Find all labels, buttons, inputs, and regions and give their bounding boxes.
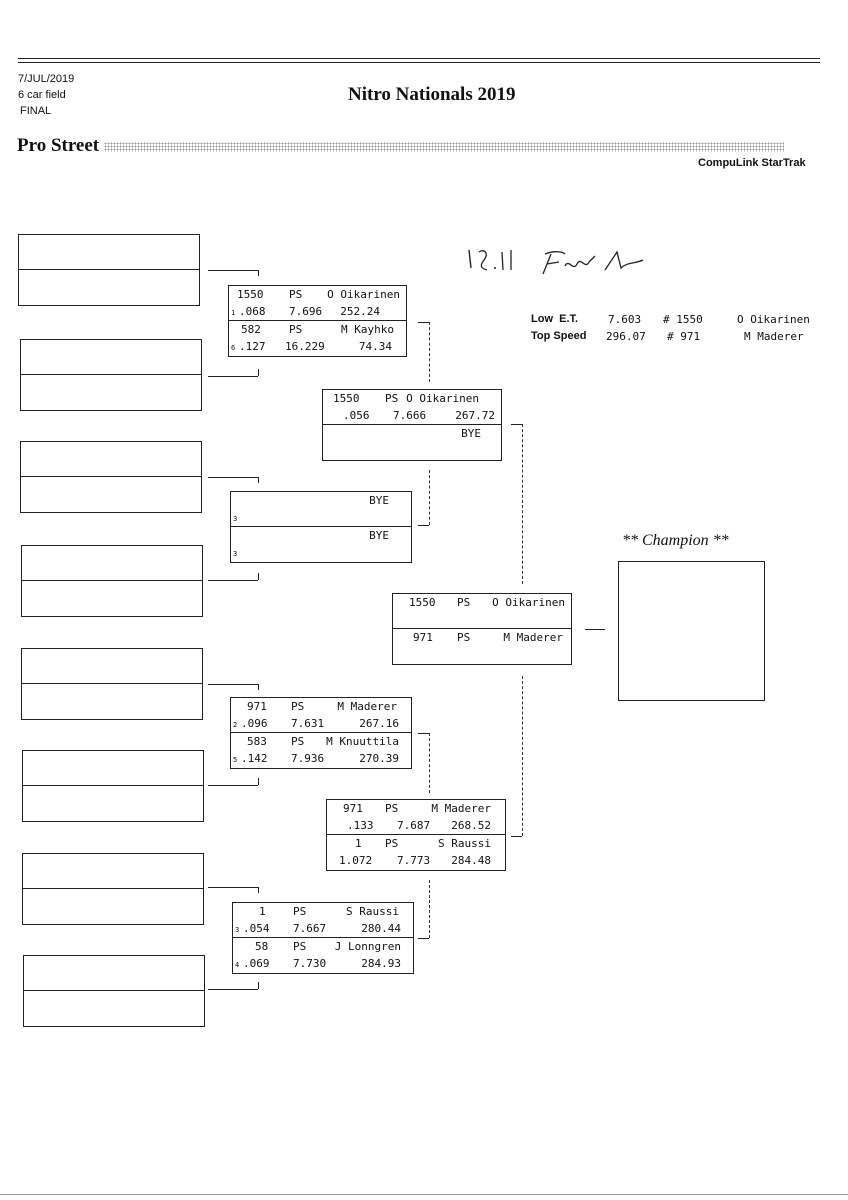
- round2-match-2-top: [327, 800, 505, 835]
- driver-name: BYE: [369, 529, 389, 542]
- system-name: CompuLink StarTrak: [698, 157, 806, 169]
- speed-mph: 284.93: [361, 957, 401, 970]
- field-size: 6 car field: [18, 89, 66, 101]
- event-date: 7/JUL/2019: [18, 73, 75, 85]
- qualifier-box-1: [18, 234, 200, 306]
- speed-mph: 267.16: [359, 717, 399, 730]
- round1-match-4: [232, 902, 414, 974]
- car-number: 1550: [237, 288, 264, 301]
- speed-mph: 270.39: [359, 752, 399, 765]
- elapsed-time: 7.666: [393, 409, 427, 422]
- round1-match-1-bot: [229, 321, 406, 356]
- round1-match-2-top: [231, 492, 411, 527]
- car-number: 1: [259, 905, 266, 918]
- driver-name: O Oikarinen: [406, 392, 479, 405]
- driver-name: M Kayhko: [341, 323, 394, 336]
- champion-box: [618, 561, 765, 701]
- reaction-time: .054: [243, 922, 270, 935]
- car-class: PS: [385, 837, 399, 850]
- speed-mph: 284.48: [451, 854, 491, 867]
- event-title: Nitro Nationals 2019: [348, 84, 516, 105]
- qualifier-box-8: [23, 955, 205, 1027]
- driver-name: O Oikarinen: [492, 596, 565, 609]
- lane-number: 3: [235, 926, 240, 934]
- round2-match-1: [322, 389, 502, 461]
- reaction-time: .142: [241, 752, 268, 765]
- driver-name: BYE: [461, 427, 481, 440]
- final-match-top: [393, 594, 571, 629]
- car-number: 58: [255, 940, 269, 953]
- lane-number: 1: [231, 309, 236, 317]
- elapsed-time: 16.229: [285, 340, 325, 353]
- low-et-driver: O Oikarinen: [737, 313, 810, 326]
- car-class: PS: [291, 735, 305, 748]
- driver-name: BYE: [369, 494, 389, 507]
- driver-name: J Lonngren: [334, 940, 401, 953]
- round1-match-4-bot: [233, 938, 413, 973]
- lane-number: 3: [233, 550, 238, 558]
- car-class: PS: [291, 700, 305, 713]
- elapsed-time: 7.667: [293, 922, 327, 935]
- car-class: PS: [457, 596, 471, 609]
- round1-match-1: [228, 285, 407, 357]
- car-number: 1550: [333, 392, 360, 405]
- car-class: PS: [289, 288, 303, 301]
- low-et-label: Low E.T.: [531, 313, 579, 325]
- reaction-time: 1.072: [339, 854, 373, 867]
- class-name: Pro Street: [17, 135, 100, 156]
- reaction-time: .096: [241, 717, 268, 730]
- final-match-bot: [393, 629, 571, 664]
- final-match: [392, 593, 572, 665]
- car-number: 583: [247, 735, 267, 748]
- qualifier-box-4: [21, 545, 203, 617]
- elapsed-time: 7.687: [397, 819, 431, 832]
- car-number: 1550: [409, 596, 436, 609]
- driver-name: M Maderer: [431, 802, 491, 815]
- round2-match-2-bot: [327, 835, 505, 870]
- elapsed-time: 7.730: [293, 957, 327, 970]
- lane-number: 3: [233, 515, 238, 523]
- low-et-value: 7.603: [608, 313, 642, 326]
- round2-match-1-top: [323, 390, 501, 425]
- lane-number: 2: [233, 721, 238, 729]
- round-name: FINAL: [20, 105, 52, 117]
- driver-name: M Maderer: [503, 631, 563, 644]
- low-et-car: # 1550: [663, 313, 703, 326]
- driver-name: S Raussi: [438, 837, 491, 850]
- reaction-time: .069: [243, 957, 270, 970]
- round1-match-3-bot: [231, 733, 411, 768]
- car-number: 971: [343, 802, 363, 815]
- top-speed-label: Top Speed: [531, 330, 587, 342]
- speed-mph: 74.34: [358, 340, 392, 353]
- qualifier-box-5: [21, 648, 203, 720]
- round1-match-4-top: [233, 903, 413, 938]
- speed-mph: 280.44: [361, 922, 401, 935]
- reaction-time: .133: [347, 819, 374, 832]
- driver-name: S Raussi: [346, 905, 399, 918]
- driver-name: O Oikarinen: [327, 288, 400, 301]
- round2-match-1-bot: [323, 425, 501, 460]
- round1-match-2: [230, 491, 412, 563]
- header-info: [18, 71, 74, 119]
- reaction-time: .068: [239, 305, 266, 318]
- qualifier-box-2: [20, 339, 202, 411]
- driver-name: M Knuuttila: [326, 735, 399, 748]
- elapsed-time: 7.696: [289, 305, 323, 318]
- car-class: PS: [293, 940, 307, 953]
- dotted-rule: [104, 142, 784, 152]
- round1-match-3-top: [231, 698, 411, 733]
- car-number: 1: [355, 837, 362, 850]
- elapsed-time: 7.773: [397, 854, 431, 867]
- round1-match-1-top: [229, 286, 406, 321]
- car-number: 971: [413, 631, 433, 644]
- driver-name: M Maderer: [337, 700, 397, 713]
- lane-number: 5: [233, 756, 238, 764]
- qualifier-box-6: [22, 750, 204, 822]
- reaction-time: .056: [343, 409, 370, 422]
- qualifier-box-3: [20, 441, 202, 513]
- round1-match-3: [230, 697, 412, 769]
- round1-match-2-bot: [231, 527, 411, 562]
- reaction-time: .127: [239, 340, 266, 353]
- lane-number: 6: [231, 344, 236, 352]
- car-class: PS: [457, 631, 471, 644]
- car-class: PS: [289, 323, 303, 336]
- elapsed-time: 7.936: [291, 752, 325, 765]
- speed-mph: 267.72: [455, 409, 495, 422]
- lane-number: 4: [235, 961, 240, 969]
- car-number: 971: [247, 700, 267, 713]
- car-class: PS: [385, 802, 399, 815]
- elapsed-time: 7.631: [291, 717, 325, 730]
- qualifier-box-7: [22, 853, 204, 925]
- champion-label: ** Champion **: [622, 532, 729, 549]
- speed-mph: 252.24: [340, 305, 380, 318]
- handwritten-signature: [465, 240, 655, 278]
- car-class: PS: [293, 905, 307, 918]
- top-speed-driver: M Maderer: [744, 330, 804, 343]
- top-speed-car: # 971: [667, 330, 701, 343]
- top-speed-value: 296.07: [606, 330, 646, 343]
- header-rule: [18, 58, 820, 63]
- car-class: PS: [385, 392, 399, 405]
- speed-mph: 268.52: [451, 819, 491, 832]
- round2-match-2: [326, 799, 506, 871]
- car-number: 582: [241, 323, 261, 336]
